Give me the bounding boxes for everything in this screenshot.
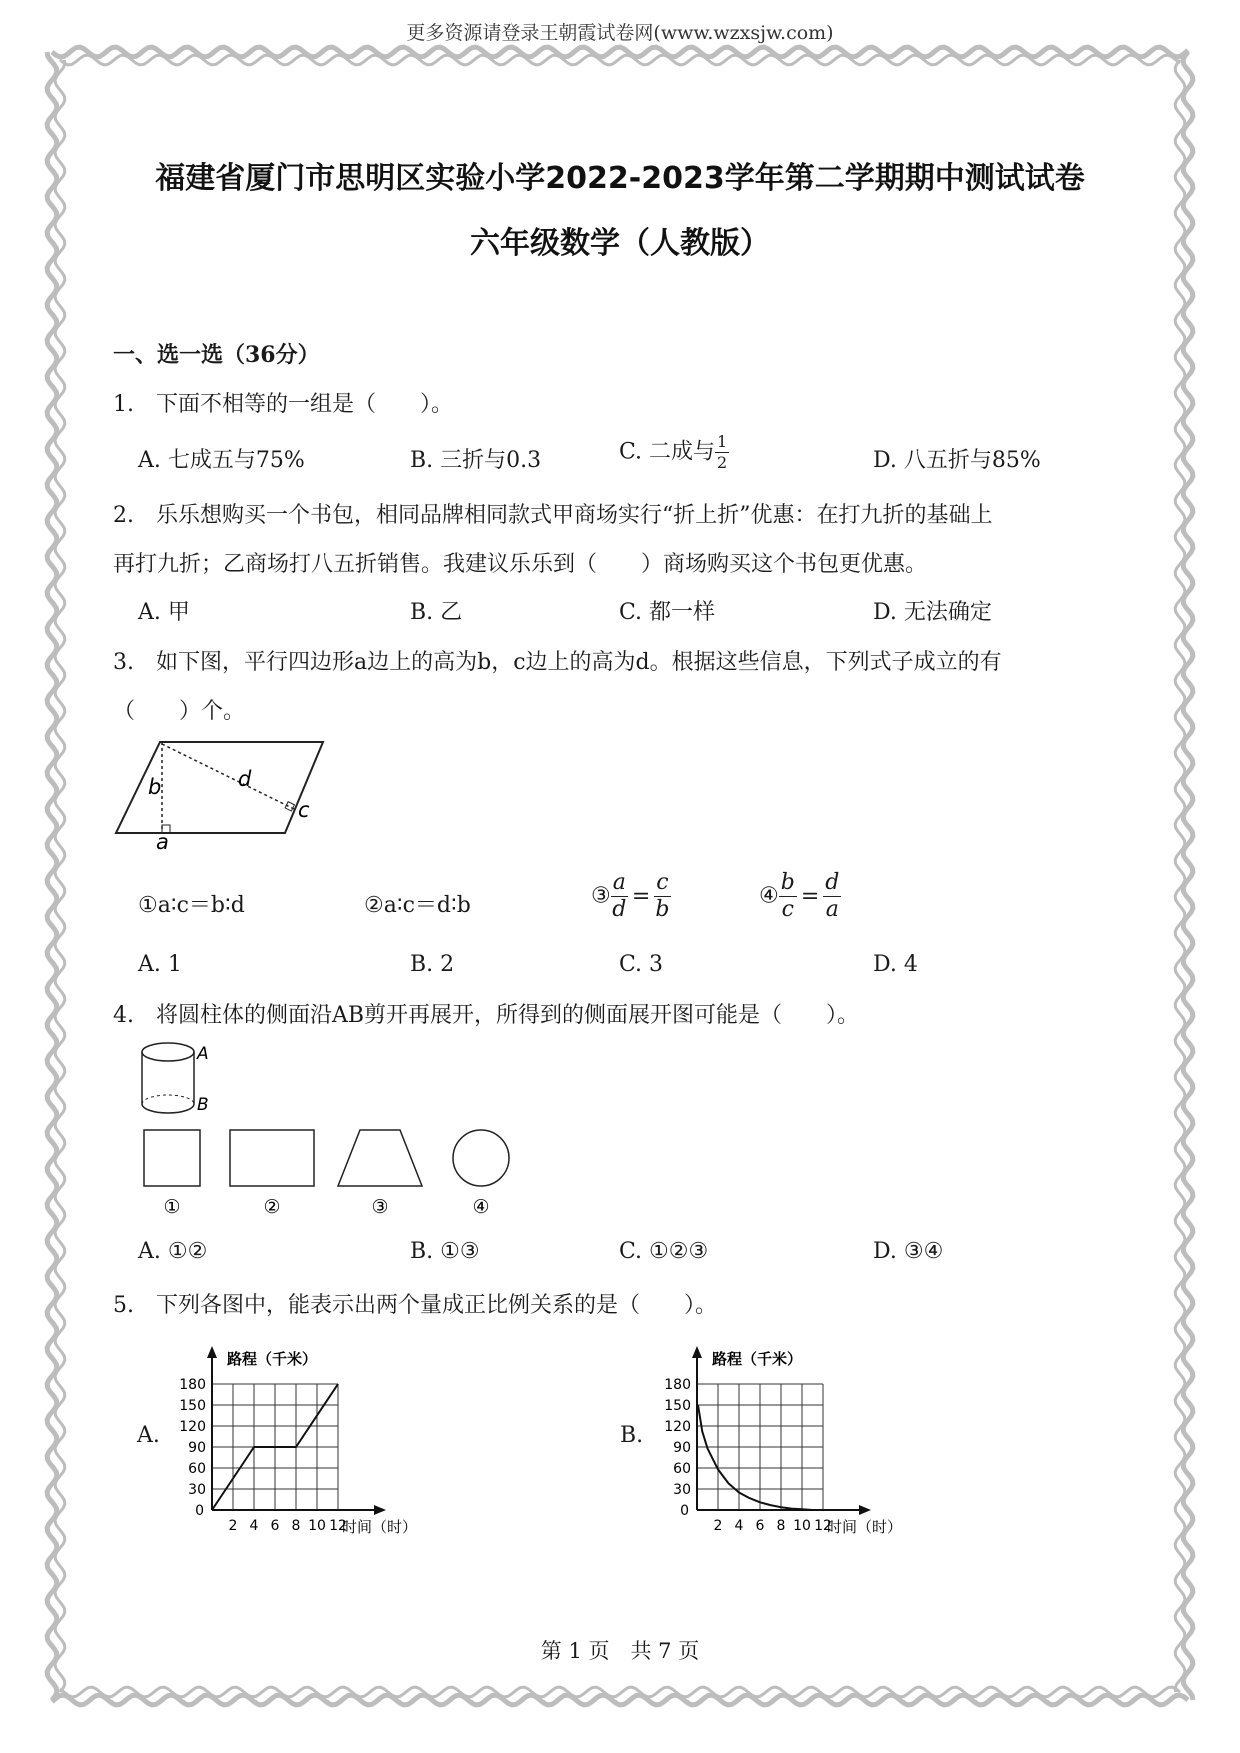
q1-fraction-denominator: 2	[717, 453, 728, 472]
net-shapes	[138, 1125, 518, 1220]
chart-a	[170, 1335, 450, 1540]
y-tick-label: 150	[664, 1398, 691, 1414]
label-a: a	[156, 830, 169, 854]
q3-option-c: C. 3	[619, 952, 664, 977]
cylinder-top	[142, 1043, 194, 1061]
q1-option-d: D. 八五折与85%	[873, 448, 1041, 473]
y-tick-label: 120	[664, 1419, 691, 1435]
q2-option-d: D. 无法确定	[873, 600, 992, 625]
q2-stem-line2: 再打九折；乙商场打八五折销售。我建议乐乐到（ ）商场购买这个书包更优惠。	[113, 552, 928, 577]
q1-stem: 1. 下面不相等的一组是（ ）。	[113, 392, 453, 417]
q3-s3-right-fraction	[654, 872, 670, 921]
x-axis-arrow	[374, 1505, 386, 1515]
border-wave	[60, 55, 1180, 65]
q3-option-d: D. 4	[873, 952, 918, 977]
q3-statement-3	[591, 872, 671, 921]
x-tick-label: 4	[249, 1518, 259, 1534]
numerator: b	[780, 870, 795, 895]
q3-stem-line1: 3. 如下图，平行四边形a边上的高为b，c边上的高为d。根据这些信息，下列式子成立的有	[113, 650, 1002, 675]
cylinder-bottom	[142, 1104, 194, 1113]
y-tick-label: 60	[188, 1461, 206, 1477]
x-axis-arrow	[859, 1505, 871, 1515]
q2-option-b: B. 乙	[410, 600, 463, 625]
y-tick-label: 150	[179, 1398, 206, 1414]
shape-label-3: ③	[371, 1196, 389, 1218]
q4-option-d: D. ③④	[873, 1239, 944, 1264]
cylinder-figure	[138, 1040, 218, 1118]
y-axis-label: 路程（千米）	[712, 1350, 803, 1368]
height-d-line	[162, 744, 294, 809]
y-tick-label: 90	[673, 1440, 691, 1456]
x-axis-label: 时间（时）	[827, 1518, 903, 1536]
x-tick-label: 8	[776, 1518, 786, 1534]
y-tick-label: 120	[179, 1419, 206, 1435]
border-wave	[1175, 60, 1185, 1692]
parallelogram-figure	[110, 735, 340, 855]
chart-b-label: B.	[620, 1423, 644, 1448]
chart-b	[655, 1335, 935, 1540]
border-wave	[52, 47, 1188, 57]
y-axis-label: 路程（千米）	[227, 1350, 318, 1368]
q4-stem: 4. 将圆柱体的侧面沿AB剪开再展开，所得到的侧面展开图可能是（ ）。	[113, 1003, 860, 1028]
q4-option-b: B. ①③	[410, 1239, 480, 1264]
circle-shape	[453, 1130, 509, 1186]
y-tick-label: 180	[664, 1377, 691, 1393]
x-tick-label: 2	[713, 1518, 723, 1534]
q4-option-c: C. ①②③	[619, 1239, 709, 1264]
q2-option-c: C. 都一样	[619, 600, 716, 625]
q2-stem-line1: 2. 乐乐想购买一个书包，相同品牌相同款式甲商场实行“折上折”优惠：在打九折的基础上	[113, 503, 993, 528]
y-tick-label: 30	[188, 1482, 206, 1498]
label-d: d	[238, 767, 252, 791]
denominator: a	[825, 897, 839, 922]
x-tick-label: 12	[814, 1518, 832, 1534]
square-shape	[144, 1130, 200, 1186]
q1-option-b: B. 三折与0.3	[410, 448, 542, 473]
q3-s4-left-fraction	[779, 872, 797, 921]
numerator: d	[825, 870, 840, 895]
q1-fraction-numerator: 1	[717, 432, 728, 451]
q3-s3-mark: ③	[591, 883, 611, 909]
x-tick-label: 2	[228, 1518, 238, 1534]
q5-stem: 5. 下列各图中，能表示出两个量成正比例关系的是（ ）。	[113, 1293, 717, 1318]
label-B: B	[197, 1095, 209, 1115]
q1-option-c	[619, 434, 729, 471]
y-tick-label: 90	[188, 1440, 206, 1456]
x-axis-label: 时间（时）	[342, 1518, 418, 1536]
x-tick-label: 10	[308, 1518, 326, 1534]
border-wave	[55, 60, 65, 1692]
x-tick-label: 6	[755, 1518, 765, 1534]
y-tick-label: 180	[179, 1377, 206, 1393]
x-tick-label: 12	[329, 1518, 347, 1534]
chart-a-label: A.	[137, 1423, 160, 1448]
label-c: c	[298, 798, 310, 822]
x-tick-label: 4	[734, 1518, 744, 1534]
x-tick-label: 6	[270, 1518, 280, 1534]
shape-label-4: ④	[472, 1196, 490, 1218]
shape-label-2: ②	[263, 1196, 281, 1218]
numerator: a	[612, 870, 626, 895]
x-tick-label: 8	[291, 1518, 301, 1534]
page-subtitle: 六年级数学（人教版）	[470, 226, 770, 261]
rectangle-shape	[230, 1130, 314, 1186]
q3-statement-1: ①a∶c＝b∶d	[138, 893, 245, 918]
border-wave	[52, 1695, 1188, 1705]
denominator: b	[655, 897, 670, 922]
y-tick-label: 30	[673, 1482, 691, 1498]
q1-option-a: A. 七成五与75%	[138, 448, 305, 473]
equals-sign: =	[800, 883, 820, 909]
y-axis-arrow	[207, 1346, 217, 1358]
q2-option-a: A. 甲	[138, 600, 190, 625]
section-heading: 一、选一选（36分）	[113, 342, 320, 368]
x-tick-label: 10	[793, 1518, 811, 1534]
q3-s3-left-fraction	[611, 872, 628, 921]
label-b: b	[148, 775, 162, 799]
q3-stem-line2: （ ）个。	[113, 699, 246, 724]
q3-option-b: B. 2	[410, 952, 455, 977]
shape-label-1: ①	[163, 1196, 181, 1218]
border-wave	[60, 1687, 1180, 1697]
series-line-b	[698, 1405, 813, 1510]
y-tick-label: 60	[673, 1461, 691, 1477]
q3-s4-right-fraction	[823, 872, 841, 921]
denominator: c	[781, 897, 794, 922]
equals-sign: =	[631, 883, 651, 909]
right-angle-mark	[285, 802, 294, 811]
origin-label: 0	[680, 1503, 689, 1519]
header-note: 更多资源请登录王朝霞试卷网(www.wzxsjw.com)	[406, 22, 834, 44]
q3-statement-4	[759, 872, 841, 921]
q3-statement-2: ②a∶c＝d∶b	[364, 893, 471, 918]
numerator: c	[656, 870, 669, 895]
origin-label: 0	[195, 1503, 204, 1519]
q1-fraction	[715, 434, 729, 471]
q3-s4-mark: ④	[759, 883, 779, 909]
q1-option-c-text: C. 二成与	[619, 439, 716, 465]
page-title: 福建省厦门市思明区实验小学2022-2023学年第二学期期中测试试卷	[155, 161, 1085, 196]
q3-option-a: A. 1	[138, 952, 182, 977]
y-axis-arrow	[692, 1346, 702, 1358]
page-footer: 第 1 页 共 7 页	[540, 1639, 700, 1663]
trapezoid-shape	[338, 1130, 422, 1186]
label-A: A	[197, 1044, 209, 1064]
denominator: d	[612, 897, 627, 922]
q4-option-a: A. ①②	[138, 1239, 208, 1264]
